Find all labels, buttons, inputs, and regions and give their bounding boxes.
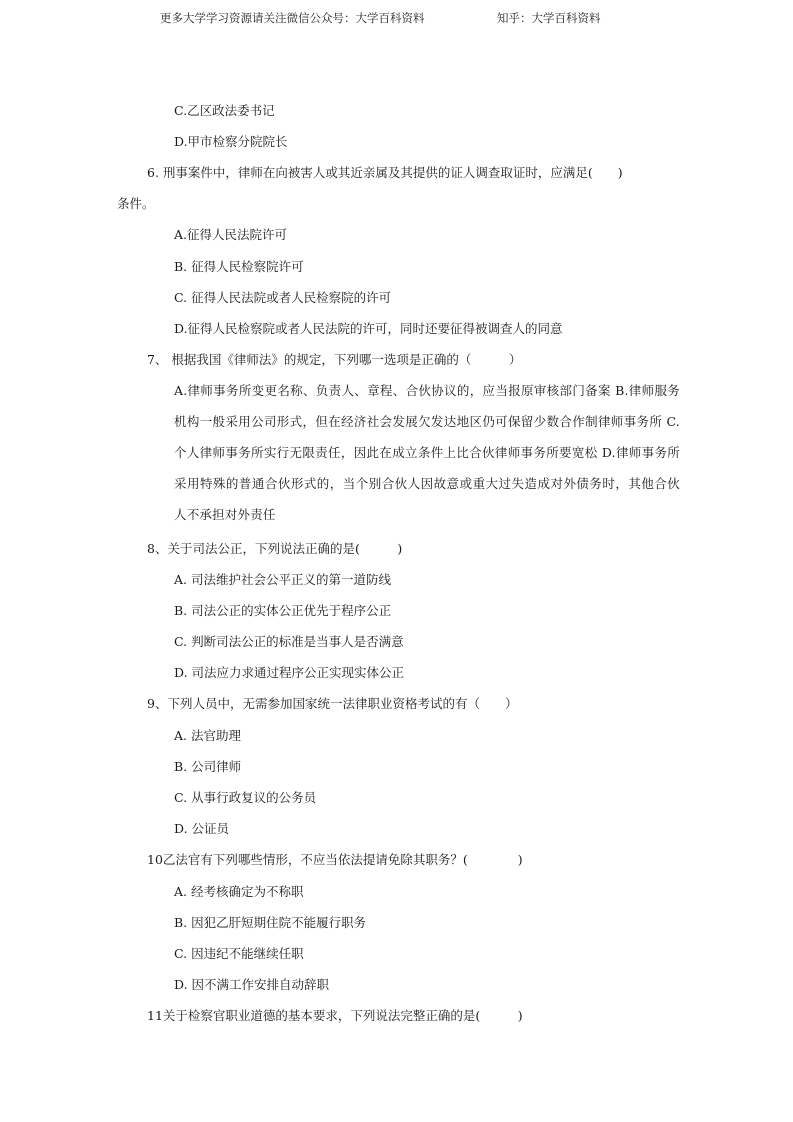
q8-option-b: B. 司法公正的实体公正优先于程序公正	[174, 603, 392, 618]
header-wechat-text: 更多大学学习资源请关注微信公众号：大学百科资料	[160, 11, 425, 25]
q9-option-a: A. 法官助理	[174, 728, 241, 743]
q7-options-paragraph: A.律师事务所变更名称、负责人、章程、合伙协议的，应当报原审核部门备案 B.律师服务机构一般采用公司形式，但在经济社会发展欠发达地区仍可保留少数合作制律师事务所 C.个人律师事务所实行无限责任，因此在成立条件上比合伙律师事务所要宽松 D.律师事务所采用特殊的普通合伙形式的，当个别合伙人因故意或重大过失造成对外债务时，其他合伙人不承担对外责任	[174, 383, 680, 522]
q6-option-d: D.征得人民检察院或者人民法院的许可，同时还要征得被调查人的同意	[174, 321, 563, 336]
header-zhihu-text: 知乎：大学百科资料	[497, 11, 601, 25]
page-header	[0, 10, 793, 28]
q8-option-c: C. 判断司法公正的标准是当事人是否满意	[174, 634, 404, 649]
q7-stem: 7、 根据我国《律师法》的规定，下列哪一选项是正确的（ ）	[147, 352, 522, 367]
q6-option-b: B. 征得人民检察院许可	[174, 259, 304, 274]
q6-stem-continued: 条件。	[117, 196, 155, 211]
q11-stem: 11关于检察官职业道德的基本要求，下列说法完整正确的是( )	[147, 1008, 523, 1023]
q8-stem: 8、关于司法公正，下列说法正确的是( )	[147, 541, 403, 556]
q6-option-a: A.征得人民法院许可	[174, 227, 288, 242]
q5-option-d: D.甲市检察分院院长	[174, 134, 288, 149]
q6-stem: 6. 刑事案件中，律师在向被害人或其近亲属及其提供的证人调查取证时，应满足( )	[147, 165, 623, 180]
q10-option-a: A. 经考核确定为不称职	[174, 884, 304, 899]
q10-stem: 10乙法官有下列哪些情形，不应当依法提请免除其职务？( )	[147, 852, 523, 867]
q9-option-d: D. 公证员	[174, 821, 230, 836]
q9-option-b: B. 公司律师	[174, 759, 242, 774]
q10-option-d: D. 因不满工作安排自动辞职	[174, 977, 330, 992]
q8-option-d: D. 司法应力求通过程序公正实现实体公正	[174, 665, 405, 680]
q10-option-c: C. 因违纪不能继续任职	[174, 946, 304, 961]
q5-option-c: C.乙区政法委书记	[174, 103, 275, 118]
q6-option-c: C. 征得人民法院或者人民检察院的许可	[174, 290, 392, 305]
q8-option-a: A. 司法维护社会公平正义的第一道防线	[174, 572, 391, 587]
q9-option-c: C. 从事行政复议的公务员	[174, 790, 317, 805]
q10-option-b: B. 因犯乙肝短期住院不能履行职务	[174, 915, 367, 930]
q9-stem: 9、下列人员中，无需参加国家统一法律职业资格考试的有（ ）	[147, 696, 518, 711]
